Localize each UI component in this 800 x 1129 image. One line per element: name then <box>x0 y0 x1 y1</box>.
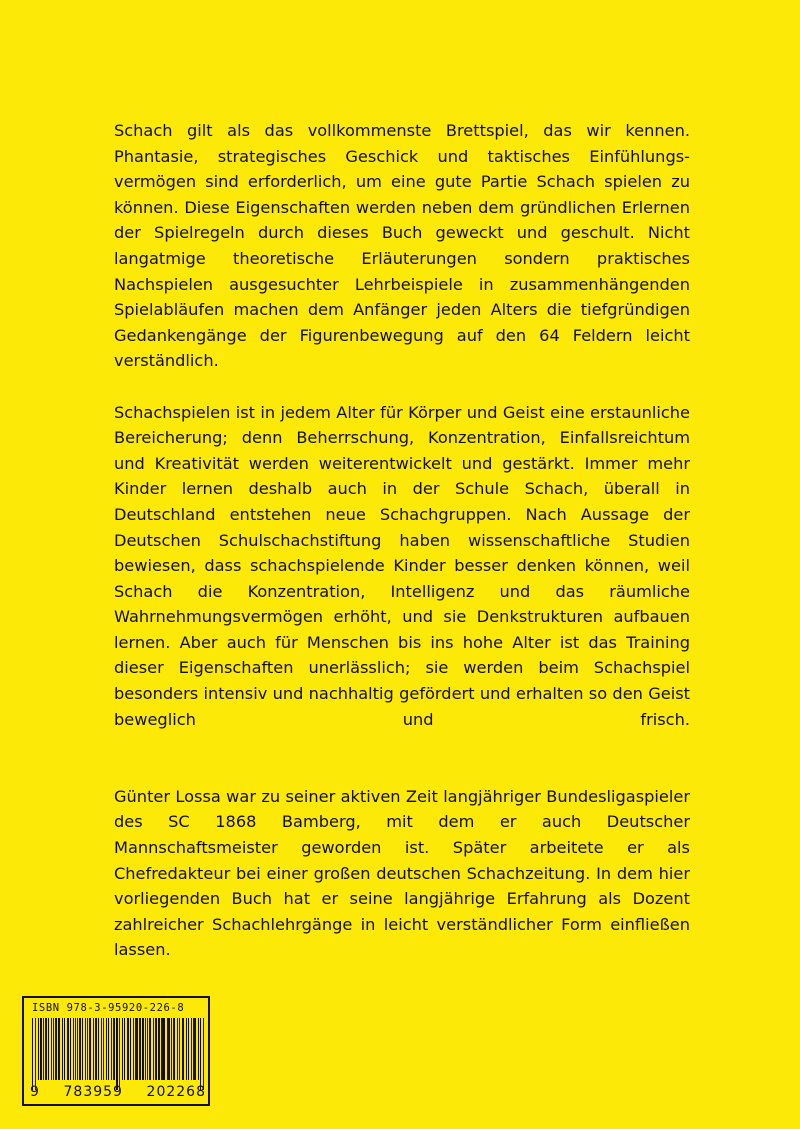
blurb-paragraph-3: Günter Lossa war zu seiner aktiven Zeit langjähriger Bundesligaspieler des SC 1868 Bamberg, mit dem er auch Deutscher Mannschaftsmeister geworden ist. Später arbeitete er als Chefredakteur bei einer großen deutschen Schachzeitung. In dem hier vorliegenden Buch hat er seine langjährige Erfahrung als Dozent zahlreicher Schachlehrgänge in leicht verständlicher Form einfließen lassen. <box>114 786 690 960</box>
barcode-digit-prefix: 9 <box>30 1084 40 1100</box>
back-cover-blurb <box>114 118 690 989</box>
isbn-label: ISBN 978-3-95920-226-8 <box>32 1002 185 1014</box>
barcode-digit-group-2: 202268 <box>146 1084 206 1100</box>
barcode-bars <box>32 1018 204 1080</box>
isbn-barcode-block <box>22 996 210 1106</box>
barcode-digits <box>30 1084 206 1100</box>
blurb-paragraph-1: Schach gilt als das vollkommenste Brettspiel, das wir kennen. Phantasie, strategisches Geschick und taktisches Einfühlungs-vermögen sind erforderlich, um eine gute Partie Schach spielen zu können. Diese Eigenschaften werden neben dem gründlichen Erlernen der Spielregeln durch dieses Buch geweckt und geschult. Nicht langatmige theoretische Erläuterungen sondern praktisches Nachspielen ausgesuchter Lehrbeispiele in zusammenhängenden Spielabläufen machen dem Anfänger jeden Alters die tiefgründigen Gedankengänge der Figurenbewegung auf den 64 Feldern leicht verständlich. <box>114 121 690 371</box>
blurb-paragraph-2: Schachspielen ist in jedem Alter für Körper und Geist eine erstaunliche Bereicherung; denn Beherrschung, Konzentration, Einfallsreichtum und Kreativität werden weiterentwickelt und gestärkt. Immer mehr Kinder lernen deshalb auch in der Schule Schach, überall in Deutschland entstehen neue Schachgruppen. Nach Aussage der Deutschen Schulschachstiftung haben wissenschaftliche Studien bewiesen, dass schachspielende Kinder besser denken können, weil Schach die Konzentration, Intelligenz und das räumliche Wahrnehmungsvermögen erhöht, und sie Denkstrukturen aufbauen lernen. Aber auch für Menschen bis ins hohe Alter ist das Training dieser Eigenschaften unerlässlich; sie werden beim Schachspiel besonders intensiv und nachhaltig gefördert und erhalten so den Geist beweglich und frisch. <box>114 402 690 729</box>
barcode-digit-group-1: 783959 <box>63 1084 123 1100</box>
